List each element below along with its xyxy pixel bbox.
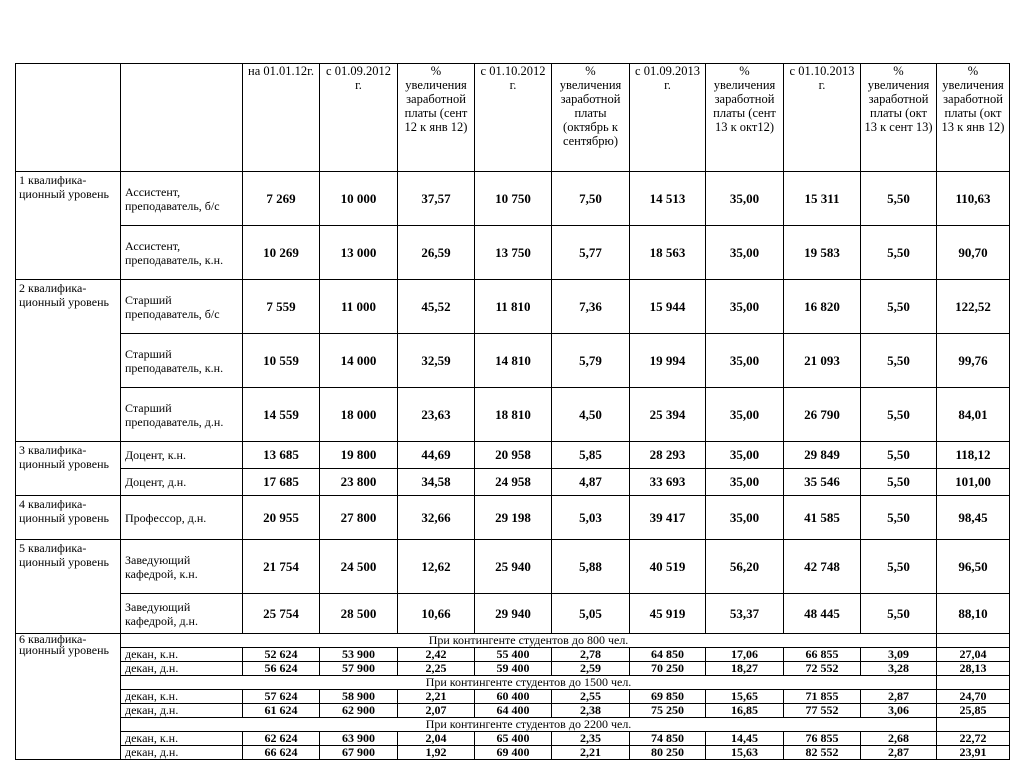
value-cell: 16,85 <box>706 704 784 718</box>
value-cell: 5,50 <box>861 226 937 280</box>
value-cell: 25 754 <box>243 594 320 634</box>
value-cell: 2,04 <box>398 732 475 746</box>
value-cell: 5,50 <box>861 594 937 634</box>
qualification-level: 6 квалифика-ционный уровень <box>16 634 121 760</box>
value-cell: 20 958 <box>475 442 552 469</box>
value-cell: 76 855 <box>784 732 861 746</box>
value-cell: 26,59 <box>398 226 475 280</box>
value-cell: 5,50 <box>861 442 937 469</box>
value-cell: 23,91 <box>937 746 1010 760</box>
value-cell: 5,50 <box>861 469 937 496</box>
contingent-note: При контингенте студентов до 2200 чел. <box>121 718 937 732</box>
value-cell: 14 513 <box>630 172 706 226</box>
value-cell: 14 810 <box>475 334 552 388</box>
dean-row <box>16 704 1010 718</box>
value-cell: 63 900 <box>320 732 398 746</box>
value-cell: 15 944 <box>630 280 706 334</box>
value-cell: 5,03 <box>552 496 630 540</box>
qualification-level: 3 квалифика-ционный уровень <box>16 442 121 496</box>
value-cell: 69 400 <box>475 746 552 760</box>
value-cell: 2,87 <box>861 690 937 704</box>
value-cell: 4,50 <box>552 388 630 442</box>
value-cell: 10,66 <box>398 594 475 634</box>
value-cell: 24,70 <box>937 690 1010 704</box>
value-cell: 40 519 <box>630 540 706 594</box>
value-cell: 45,52 <box>398 280 475 334</box>
value-cell: 2,78 <box>552 648 630 662</box>
position-cell: декан, д.н. <box>121 746 243 760</box>
value-cell: 23 800 <box>320 469 398 496</box>
value-cell: 5,77 <box>552 226 630 280</box>
value-cell: 26 790 <box>784 388 861 442</box>
value-cell: 35,00 <box>706 469 784 496</box>
value-cell: 84,01 <box>937 388 1010 442</box>
value-cell: 18,27 <box>706 662 784 676</box>
value-cell: 98,45 <box>937 496 1010 540</box>
value-cell: 2,42 <box>398 648 475 662</box>
value-cell: 52 624 <box>243 648 320 662</box>
value-cell: 2,35 <box>552 732 630 746</box>
value-cell: 72 552 <box>784 662 861 676</box>
value-cell: 18 810 <box>475 388 552 442</box>
value-cell: 74 850 <box>630 732 706 746</box>
value-cell: 10 269 <box>243 226 320 280</box>
position-cell: Заведующий кафедрой, к.н. <box>121 540 243 594</box>
value-cell: 90,70 <box>937 226 1010 280</box>
value-cell: 45 919 <box>630 594 706 634</box>
value-cell: 13 685 <box>243 442 320 469</box>
value-cell: 57 900 <box>320 662 398 676</box>
value-cell: 71 855 <box>784 690 861 704</box>
position-cell: Ассистент, преподаватель, к.н. <box>121 226 243 280</box>
contingent-note-row <box>16 634 1010 648</box>
value-cell: 5,50 <box>861 388 937 442</box>
value-cell: 21 754 <box>243 540 320 594</box>
value-cell: 2,55 <box>552 690 630 704</box>
header-cell: % увеличения заработной платы (окт 13 к янв 12) <box>937 64 1010 172</box>
position-cell: декан, к.н. <box>121 648 243 662</box>
salary-table <box>15 63 1010 760</box>
dean-row <box>16 732 1010 746</box>
qualification-level: 1 квалифика-ционный уровень <box>16 172 121 280</box>
dean-row <box>16 662 1010 676</box>
value-cell: 80 250 <box>630 746 706 760</box>
value-cell: 33 693 <box>630 469 706 496</box>
qualification-level: 5 квалифика-ционный уровень <box>16 540 121 634</box>
position-cell: Старший преподаватель, б/с <box>121 280 243 334</box>
table-row <box>16 280 1010 334</box>
value-cell: 10 559 <box>243 334 320 388</box>
value-cell: 23,63 <box>398 388 475 442</box>
value-cell: 67 900 <box>320 746 398 760</box>
value-cell: 1,92 <box>398 746 475 760</box>
position-cell: декан, к.н. <box>121 690 243 704</box>
value-cell: 77 552 <box>784 704 861 718</box>
table-row <box>16 496 1010 540</box>
position-cell: Заведующий кафедрой, д.н. <box>121 594 243 634</box>
value-cell: 15,63 <box>706 746 784 760</box>
empty-cell <box>937 676 1010 690</box>
value-cell: 16 820 <box>784 280 861 334</box>
value-cell: 59 400 <box>475 662 552 676</box>
position-cell: Профессор, д.н. <box>121 496 243 540</box>
value-cell: 57 624 <box>243 690 320 704</box>
table-row <box>16 540 1010 594</box>
value-cell: 5,85 <box>552 442 630 469</box>
position-cell: декан, д.н. <box>121 704 243 718</box>
value-cell: 11 000 <box>320 280 398 334</box>
value-cell: 56,20 <box>706 540 784 594</box>
value-cell: 61 624 <box>243 704 320 718</box>
value-cell: 2,07 <box>398 704 475 718</box>
value-cell: 88,10 <box>937 594 1010 634</box>
value-cell: 32,59 <box>398 334 475 388</box>
value-cell: 14,45 <box>706 732 784 746</box>
header-row <box>16 64 1010 172</box>
contingent-note-row <box>16 676 1010 690</box>
value-cell: 15 311 <box>784 172 861 226</box>
dean-row <box>16 690 1010 704</box>
qualification-level: 4 квалифика-ционный уровень <box>16 496 121 540</box>
header-cell: % увеличения заработной платы (окт 13 к сент 13) <box>861 64 937 172</box>
value-cell: 3,28 <box>861 662 937 676</box>
value-cell: 35,00 <box>706 496 784 540</box>
header-cell: % увеличения заработной платы (сент 13 к окт12) <box>706 64 784 172</box>
value-cell: 25 940 <box>475 540 552 594</box>
position-cell: Старший преподаватель, д.н. <box>121 388 243 442</box>
value-cell: 110,63 <box>937 172 1010 226</box>
table-row <box>16 469 1010 496</box>
position-cell: Доцент, к.н. <box>121 442 243 469</box>
dean-row <box>16 746 1010 760</box>
value-cell: 5,50 <box>861 540 937 594</box>
value-cell: 5,88 <box>552 540 630 594</box>
header-cell: с 01.09.2013 г. <box>630 64 706 172</box>
value-cell: 69 850 <box>630 690 706 704</box>
value-cell: 2,21 <box>398 690 475 704</box>
value-cell: 39 417 <box>630 496 706 540</box>
value-cell: 5,50 <box>861 334 937 388</box>
value-cell: 12,62 <box>398 540 475 594</box>
value-cell: 35 546 <box>784 469 861 496</box>
value-cell: 7,36 <box>552 280 630 334</box>
qualification-level: 2 квалифика-ционный уровень <box>16 280 121 442</box>
value-cell: 28 293 <box>630 442 706 469</box>
value-cell: 29 198 <box>475 496 552 540</box>
value-cell: 64 400 <box>475 704 552 718</box>
value-cell: 2,25 <box>398 662 475 676</box>
header-cell: на 01.01.12г. <box>243 64 320 172</box>
position-cell: Старший преподаватель, к.н. <box>121 334 243 388</box>
value-cell: 27 800 <box>320 496 398 540</box>
value-cell: 24 500 <box>320 540 398 594</box>
value-cell: 19 583 <box>784 226 861 280</box>
value-cell: 19 800 <box>320 442 398 469</box>
value-cell: 10 000 <box>320 172 398 226</box>
value-cell: 56 624 <box>243 662 320 676</box>
value-cell: 96,50 <box>937 540 1010 594</box>
position-cell: декан, д.н. <box>121 662 243 676</box>
value-cell: 62 624 <box>243 732 320 746</box>
value-cell: 7,50 <box>552 172 630 226</box>
header-cell: % увеличения заработной платы (сент 12 к янв 12) <box>398 64 475 172</box>
value-cell: 35,00 <box>706 334 784 388</box>
value-cell: 24 958 <box>475 469 552 496</box>
value-cell: 75 250 <box>630 704 706 718</box>
value-cell: 2,59 <box>552 662 630 676</box>
header-cell <box>121 64 243 172</box>
value-cell: 48 445 <box>784 594 861 634</box>
value-cell: 42 748 <box>784 540 861 594</box>
value-cell: 2,68 <box>861 732 937 746</box>
value-cell: 14 559 <box>243 388 320 442</box>
value-cell: 28 500 <box>320 594 398 634</box>
empty-cell <box>937 718 1010 732</box>
value-cell: 17,06 <box>706 648 784 662</box>
value-cell: 5,50 <box>861 172 937 226</box>
value-cell: 29 849 <box>784 442 861 469</box>
table-row <box>16 442 1010 469</box>
value-cell: 18 000 <box>320 388 398 442</box>
value-cell: 2,21 <box>552 746 630 760</box>
empty-cell <box>937 634 1010 648</box>
value-cell: 13 750 <box>475 226 552 280</box>
position-cell: Доцент, д.н. <box>121 469 243 496</box>
position-cell: Ассистент, преподаватель, б/с <box>121 172 243 226</box>
value-cell: 35,00 <box>706 226 784 280</box>
header-cell: с 01.10.2013 г. <box>784 64 861 172</box>
value-cell: 55 400 <box>475 648 552 662</box>
value-cell: 14 000 <box>320 334 398 388</box>
table-row <box>16 594 1010 634</box>
value-cell: 122,52 <box>937 280 1010 334</box>
value-cell: 53 900 <box>320 648 398 662</box>
value-cell: 4,87 <box>552 469 630 496</box>
position-cell: декан, к.н. <box>121 732 243 746</box>
table-row <box>16 388 1010 442</box>
value-cell: 118,12 <box>937 442 1010 469</box>
value-cell: 27,04 <box>937 648 1010 662</box>
value-cell: 101,00 <box>937 469 1010 496</box>
value-cell: 53,37 <box>706 594 784 634</box>
value-cell: 18 563 <box>630 226 706 280</box>
value-cell: 5,79 <box>552 334 630 388</box>
value-cell: 37,57 <box>398 172 475 226</box>
value-cell: 99,76 <box>937 334 1010 388</box>
value-cell: 15,65 <box>706 690 784 704</box>
contingent-note-row <box>16 718 1010 732</box>
value-cell: 25,85 <box>937 704 1010 718</box>
value-cell: 66 624 <box>243 746 320 760</box>
value-cell: 5,50 <box>861 280 937 334</box>
header-cell: % увеличения заработной платы (октябрь к сентябрю) <box>552 64 630 172</box>
value-cell: 44,69 <box>398 442 475 469</box>
value-cell: 25 394 <box>630 388 706 442</box>
table-row <box>16 172 1010 226</box>
table-row <box>16 334 1010 388</box>
value-cell: 3,09 <box>861 648 937 662</box>
value-cell: 7 269 <box>243 172 320 226</box>
value-cell: 21 093 <box>784 334 861 388</box>
value-cell: 34,58 <box>398 469 475 496</box>
value-cell: 10 750 <box>475 172 552 226</box>
value-cell: 35,00 <box>706 388 784 442</box>
header-cell: с 01.09.2012 г. <box>320 64 398 172</box>
value-cell: 29 940 <box>475 594 552 634</box>
dean-row <box>16 648 1010 662</box>
value-cell: 32,66 <box>398 496 475 540</box>
value-cell: 35,00 <box>706 280 784 334</box>
value-cell: 3,06 <box>861 704 937 718</box>
header-cell <box>16 64 121 172</box>
contingent-note: При контингенте студентов до 1500 чел. <box>121 676 937 690</box>
value-cell: 82 552 <box>784 746 861 760</box>
table-row <box>16 226 1010 280</box>
value-cell: 2,38 <box>552 704 630 718</box>
value-cell: 11 810 <box>475 280 552 334</box>
value-cell: 19 994 <box>630 334 706 388</box>
value-cell: 13 000 <box>320 226 398 280</box>
value-cell: 5,50 <box>861 496 937 540</box>
value-cell: 41 585 <box>784 496 861 540</box>
value-cell: 65 400 <box>475 732 552 746</box>
value-cell: 35,00 <box>706 172 784 226</box>
value-cell: 62 900 <box>320 704 398 718</box>
value-cell: 35,00 <box>706 442 784 469</box>
value-cell: 5,05 <box>552 594 630 634</box>
header-cell: с 01.10.2012 г. <box>475 64 552 172</box>
value-cell: 17 685 <box>243 469 320 496</box>
value-cell: 28,13 <box>937 662 1010 676</box>
value-cell: 58 900 <box>320 690 398 704</box>
contingent-note: При контингенте студентов до 800 чел. <box>121 634 937 648</box>
value-cell: 20 955 <box>243 496 320 540</box>
value-cell: 22,72 <box>937 732 1010 746</box>
value-cell: 60 400 <box>475 690 552 704</box>
value-cell: 2,87 <box>861 746 937 760</box>
value-cell: 64 850 <box>630 648 706 662</box>
value-cell: 7 559 <box>243 280 320 334</box>
value-cell: 66 855 <box>784 648 861 662</box>
value-cell: 70 250 <box>630 662 706 676</box>
